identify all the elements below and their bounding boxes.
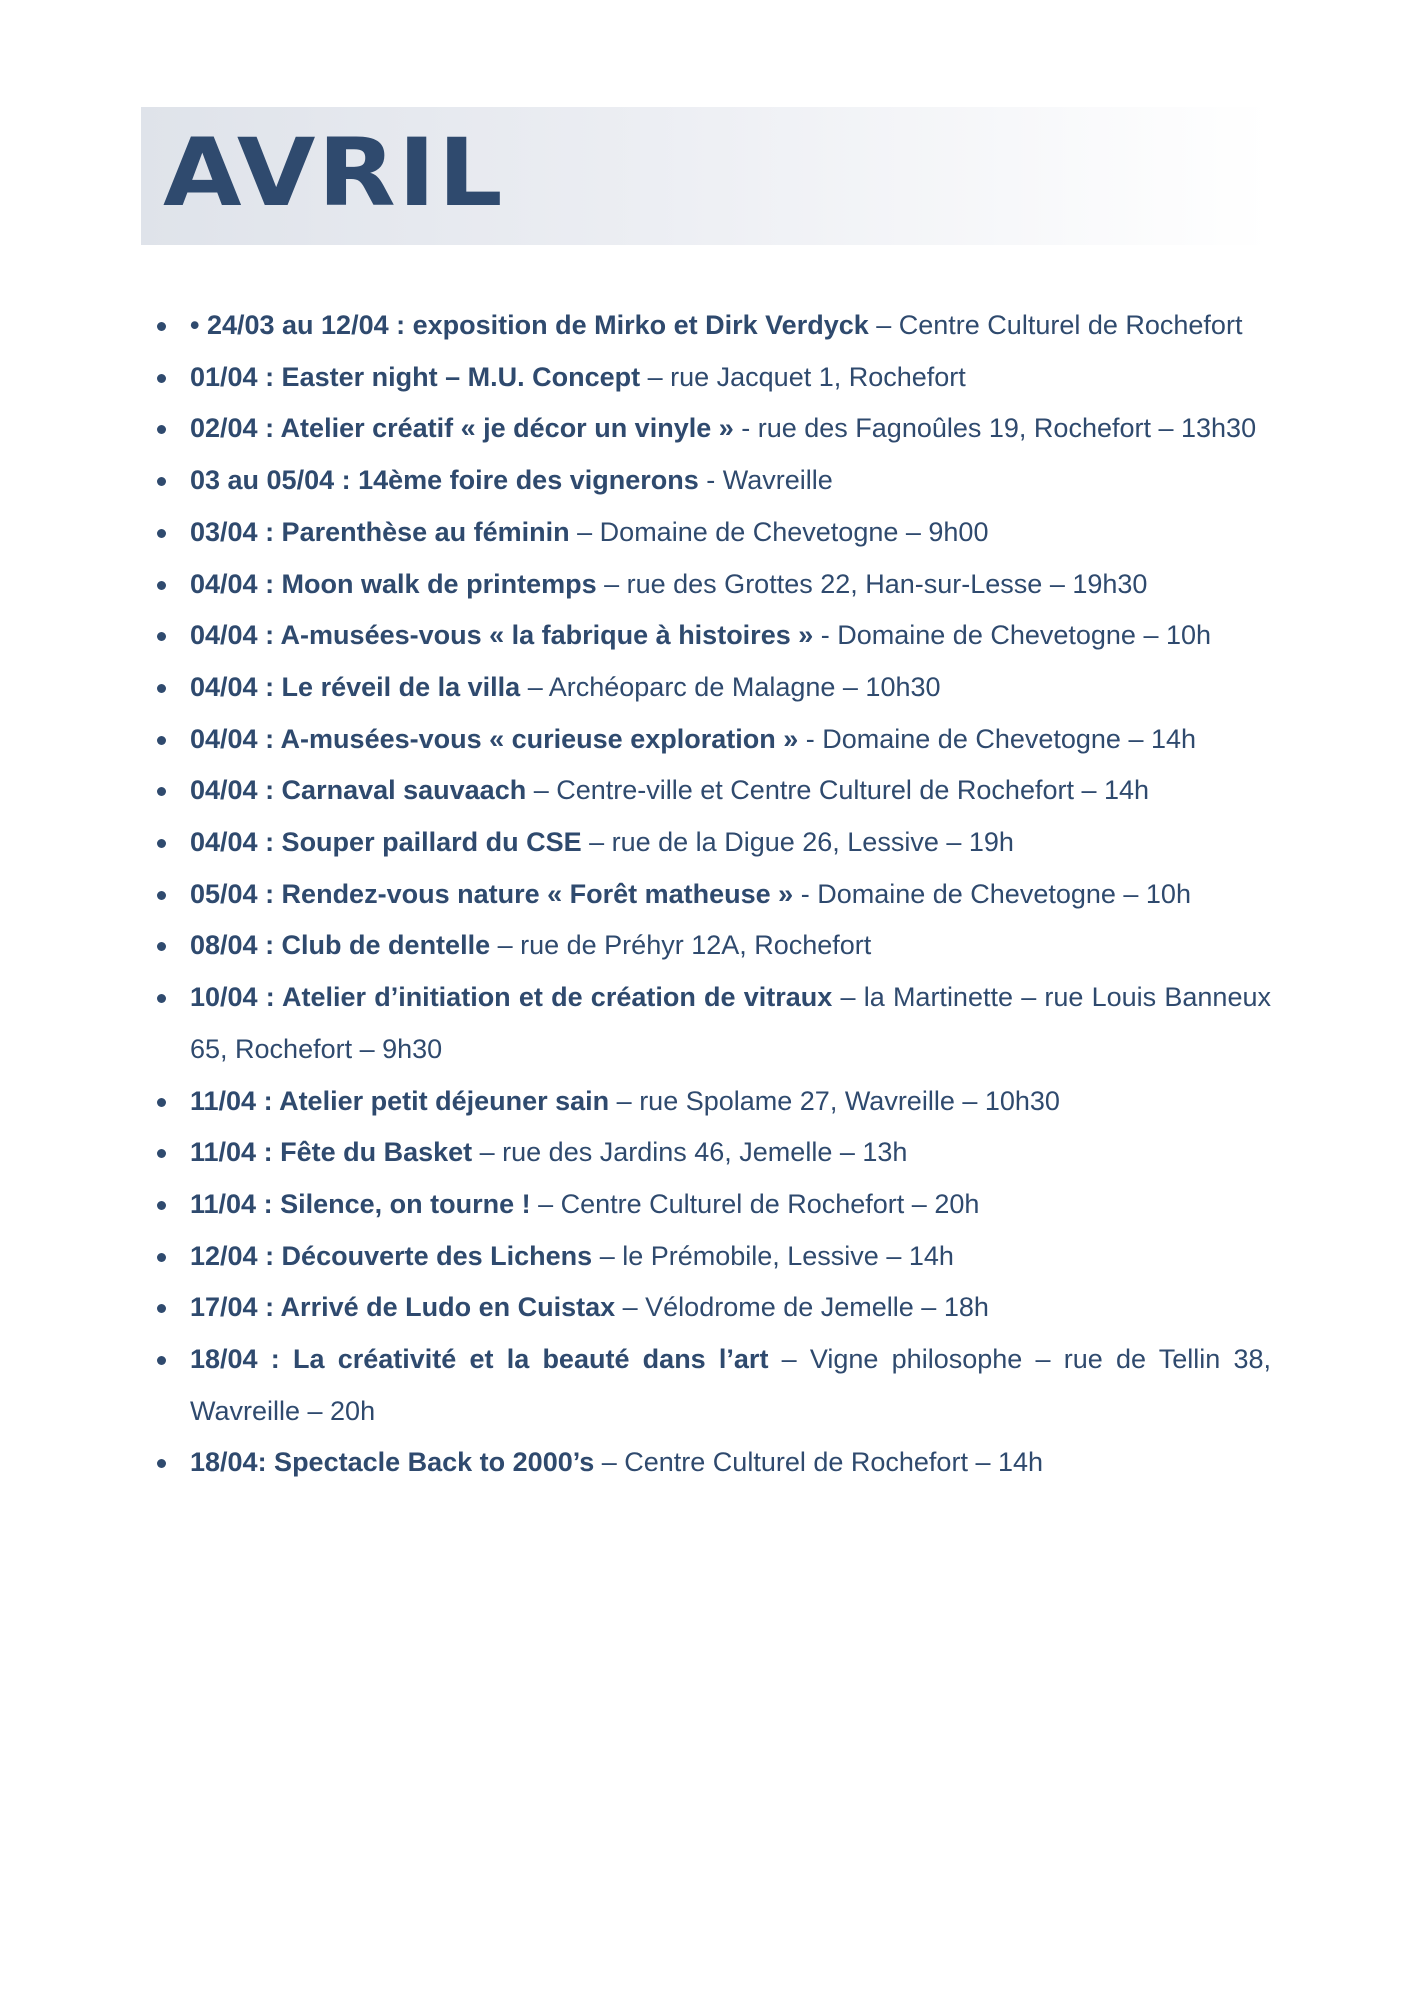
- event-details: – rue des Grottes 22, Han-sur-Lesse – 19h30: [596, 568, 1148, 599]
- bullet-icon: [157, 1253, 166, 1262]
- bullet-icon: [157, 891, 166, 900]
- bullet-icon: [157, 1304, 166, 1313]
- bullet-icon: [157, 994, 166, 1003]
- event-details: – rue de la Digue 26, Lessive – 19h: [581, 827, 1014, 858]
- event-title: 01/04 : Easter night – M.U. Concept: [190, 361, 641, 392]
- event-details: – Centre Culturel de Rochefort – 20h: [530, 1188, 980, 1219]
- bullet-icon: [157, 322, 166, 331]
- bullet-icon: [157, 1149, 166, 1158]
- event-item: [190, 817, 1271, 869]
- bullet-icon: [157, 529, 166, 538]
- event-item: [190, 972, 1271, 1075]
- event-item: [190, 507, 1271, 559]
- bullet-icon: [157, 684, 166, 693]
- event-title: 04/04 : Carnaval sauvaach: [190, 775, 527, 806]
- event-item: [190, 1231, 1271, 1283]
- event-item: [190, 714, 1271, 766]
- event-item: [190, 662, 1271, 714]
- event-details: – rue Spolame 27, Wavreille – 10h30: [609, 1085, 1060, 1116]
- event-details: – Centre Culturel de Rochefort: [868, 310, 1243, 340]
- event-item: [190, 1076, 1271, 1128]
- bullet-icon: [157, 581, 166, 590]
- event-details: – Archéoparc de Malagne – 10h30: [520, 671, 941, 702]
- event-details: - Domaine de Chevetogne – 10h: [813, 620, 1212, 651]
- month-header: [141, 107, 1271, 245]
- event-item: [190, 765, 1271, 817]
- event-title: 11/04 : Atelier petit déjeuner sain: [190, 1085, 610, 1116]
- event-title: 04/04 : Moon walk de printemps: [190, 568, 597, 599]
- event-title: 05/04 : Rendez-vous nature « Forêt matheuse »: [190, 878, 794, 909]
- bullet-icon: [157, 1356, 166, 1365]
- event-title: 04/04 : Le réveil de la villa: [190, 671, 521, 702]
- event-title: 04/04 : A-musées-vous « curieuse exploration »: [190, 723, 799, 754]
- event-item: [190, 1179, 1271, 1231]
- event-title: 10/04 : Atelier d’initiation et de création de vitraux: [190, 982, 833, 1013]
- event-title: 04/04 : Souper paillard du CSE: [190, 827, 582, 858]
- event-title: 18/04: Spectacle Back to 2000’s: [190, 1447, 595, 1478]
- event-details: - Wavreille: [698, 465, 833, 496]
- event-item: [190, 869, 1271, 921]
- event-item: [190, 610, 1271, 662]
- event-title: 11/04 : Silence, on tourne !: [190, 1188, 531, 1219]
- event-details: – le Prémobile, Lessive – 14h: [592, 1240, 954, 1271]
- event-details: – Vélodrome de Jemelle – 18h: [615, 1292, 989, 1323]
- bullet-icon: [157, 632, 166, 641]
- bullet-icon: [157, 787, 166, 796]
- event-item: [190, 455, 1271, 507]
- event-title: 18/04 : La créativité et la beauté dans l’art: [190, 1344, 769, 1375]
- event-details: – Domaine de Chevetogne – 9h00: [569, 516, 989, 547]
- event-details: - Domaine de Chevetogne – 10h: [793, 878, 1191, 909]
- event-details: – rue Jacquet 1, Rochefort: [640, 361, 966, 392]
- event-item: [190, 1282, 1271, 1334]
- event-title: 17/04 : Arrivé de Ludo en Cuistax: [190, 1292, 616, 1323]
- event-details: – Centre-ville et Centre Culturel de Rochefort – 14h: [526, 775, 1150, 806]
- event-title: 03/04 : Parenthèse au féminin: [190, 516, 570, 547]
- bullet-icon: [157, 942, 166, 951]
- event-details: - Domaine de Chevetogne – 14h: [798, 723, 1197, 754]
- event-details: – Vigne philosophe – rue de Tellin 38, Wavreille – 20h: [190, 1344, 1271, 1426]
- event-details: – rue de Préhyr 12A, Rochefort: [490, 930, 872, 961]
- event-details: – Centre Culturel de Rochefort – 14h: [594, 1447, 1044, 1478]
- event-title: 08/04 : Club de dentelle: [190, 930, 491, 961]
- bullet-icon: [157, 736, 166, 745]
- bullet-icon: [157, 425, 166, 434]
- bullet-icon: [157, 1459, 166, 1468]
- page-title: AVRIL: [163, 119, 505, 228]
- event-title: 02/04 : Atelier créatif « je décor un vinyle »: [190, 413, 734, 444]
- event-item: [190, 1334, 1271, 1437]
- event-title: 12/04 : Découverte des Lichens: [190, 1240, 593, 1271]
- event-list: [141, 300, 1271, 1489]
- event-item: [190, 920, 1271, 972]
- event-title: • 24/03 au 12/04 : exposition de Mirko et Dirk Verdyck: [190, 310, 869, 340]
- event-item: [190, 1127, 1271, 1179]
- event-item: [190, 352, 1271, 404]
- event-item: [190, 300, 1271, 352]
- bullet-icon: [157, 374, 166, 383]
- bullet-icon: [157, 1201, 166, 1210]
- bullet-icon: [157, 1098, 166, 1107]
- event-item: [190, 403, 1271, 455]
- event-title: 04/04 : A-musées-vous « la fabrique à histoires »: [190, 620, 814, 651]
- event-details: – la Martinette – rue Louis Banneux 65, Rochefort – 9h30: [190, 982, 1271, 1064]
- event-title: 03 au 05/04 : 14ème foire des vignerons: [190, 465, 699, 496]
- event-item: [190, 1437, 1271, 1489]
- bullet-icon: [157, 839, 166, 848]
- event-item: [190, 559, 1271, 611]
- event-title: 11/04 : Fête du Basket: [190, 1137, 473, 1168]
- event-details: - rue des Fagnoûles 19, Rochefort – 13h30: [733, 413, 1257, 444]
- bullet-icon: [157, 477, 166, 486]
- event-details: – rue des Jardins 46, Jemelle – 13h: [472, 1137, 908, 1168]
